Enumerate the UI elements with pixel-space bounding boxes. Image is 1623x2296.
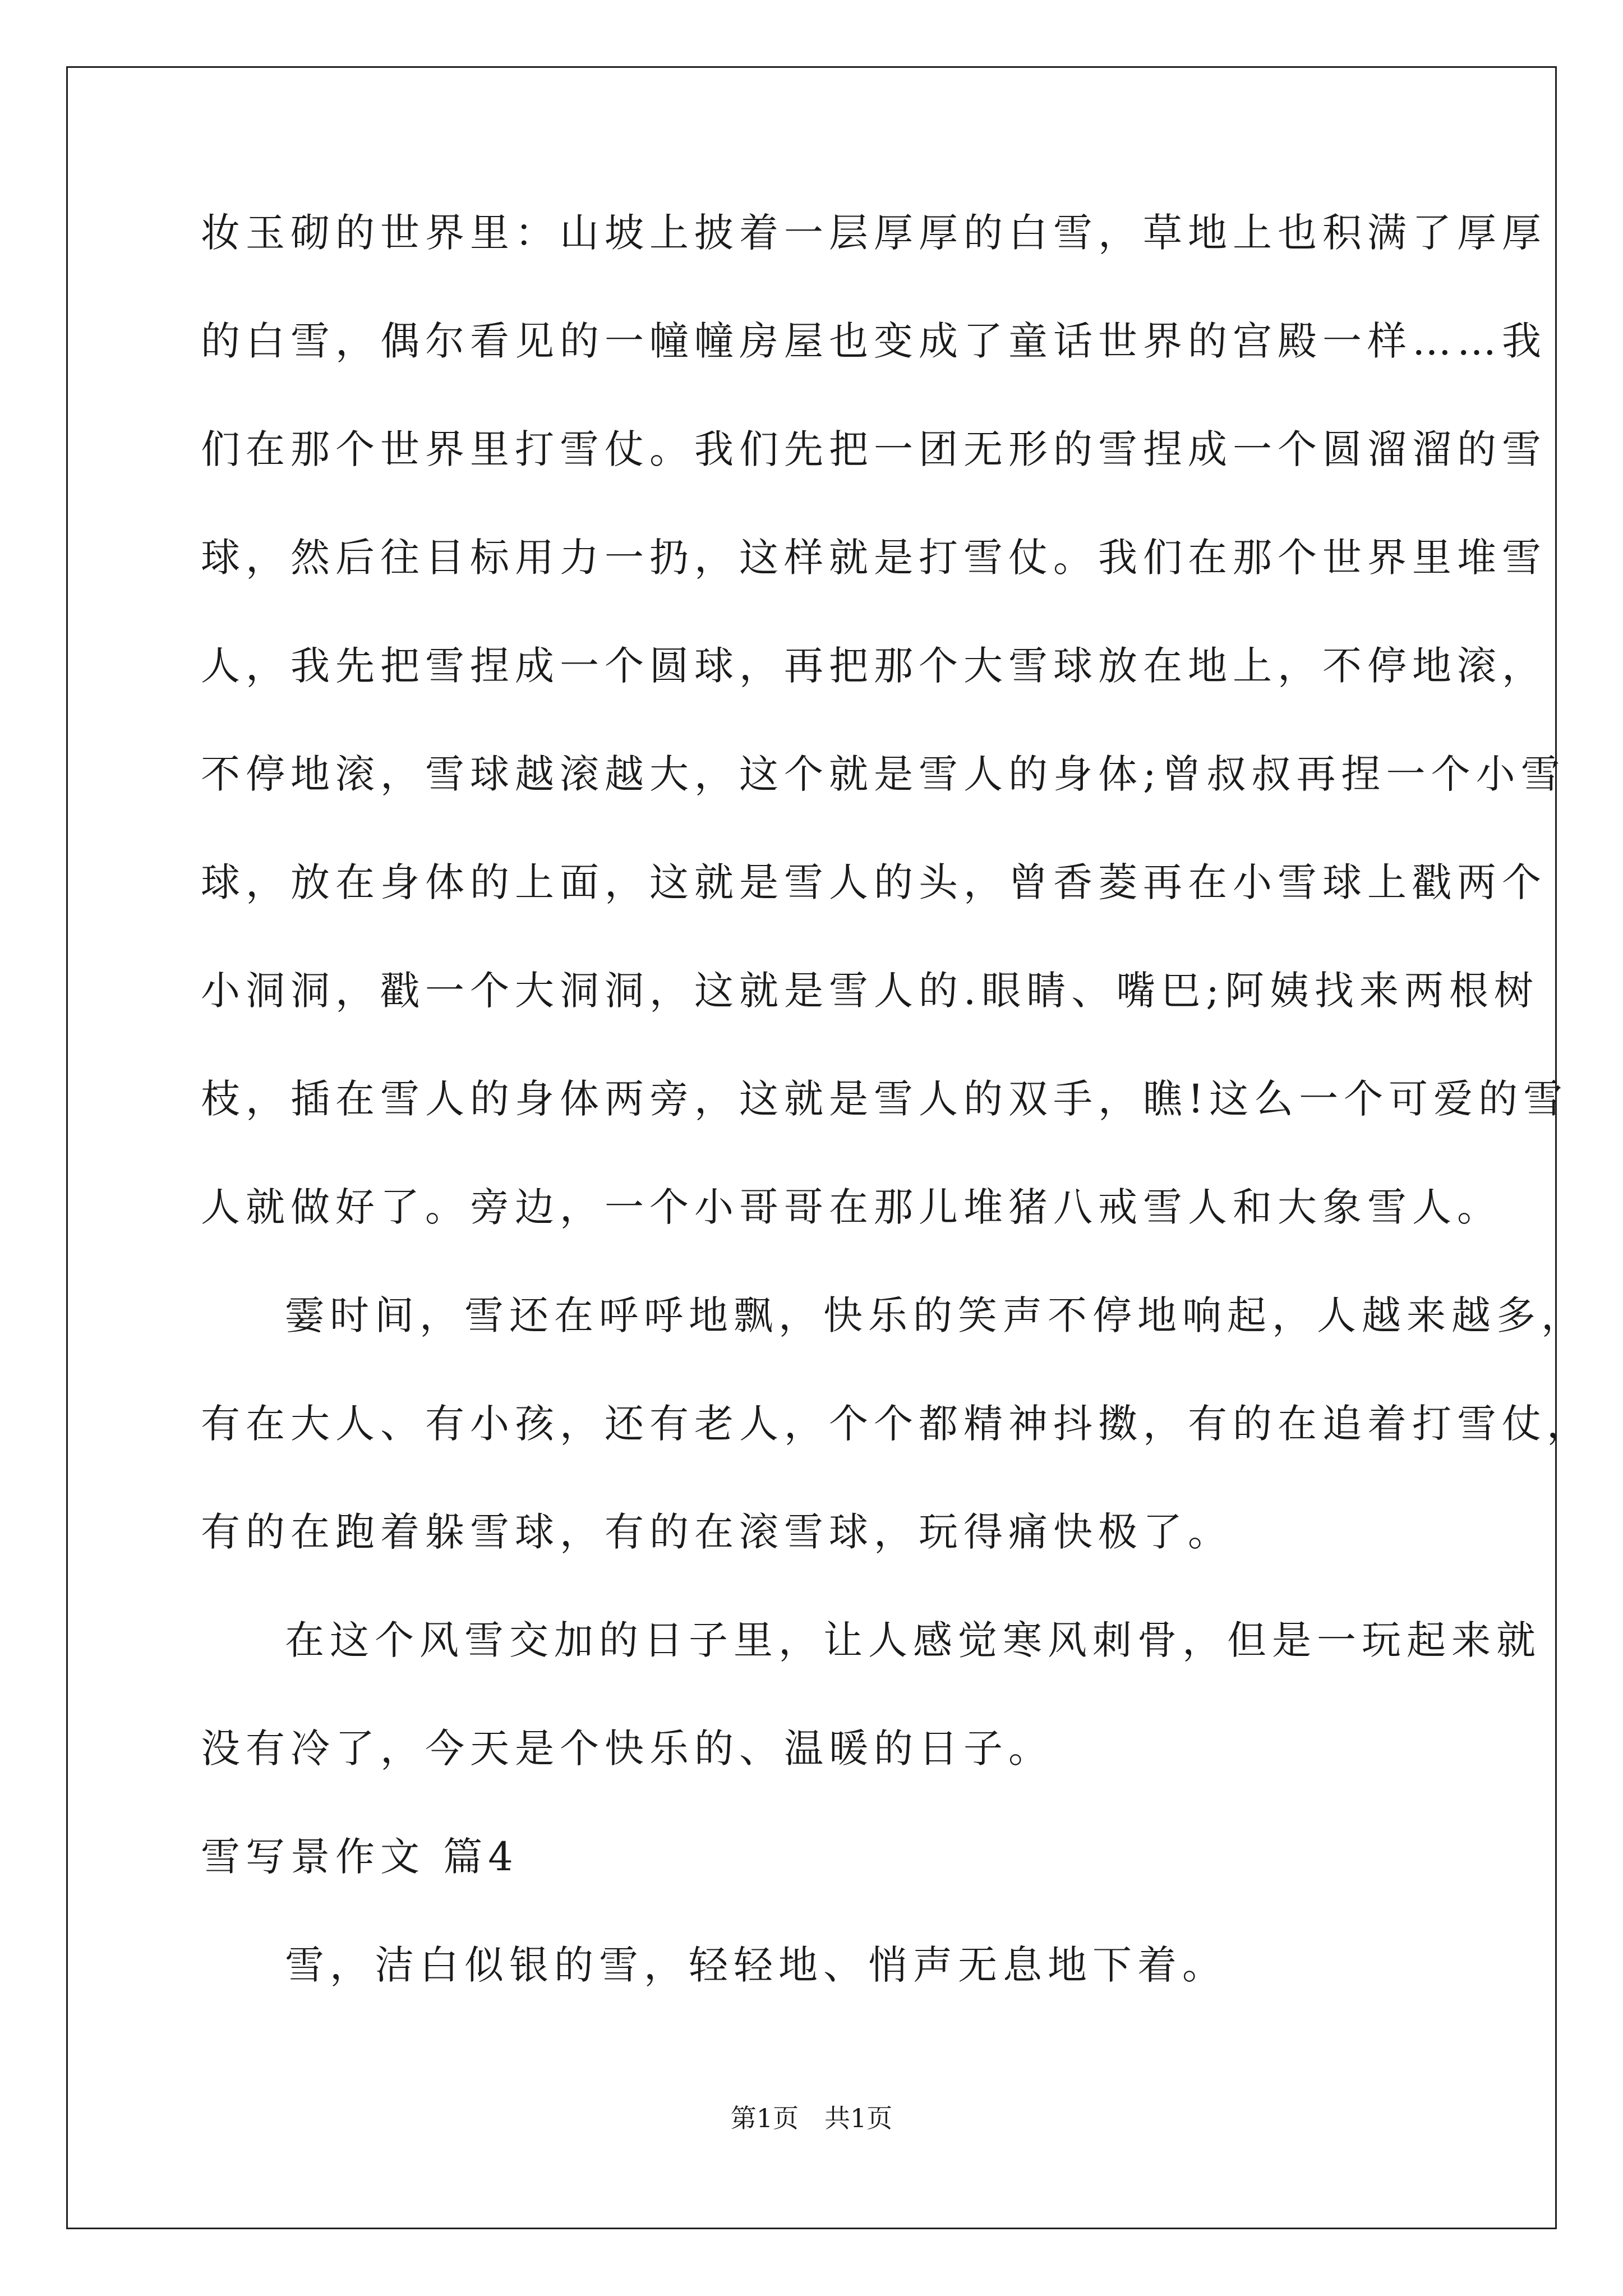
paragraph-line: 人就做好了。旁边，一个小哥哥在那儿堆猪八戒雪人和大象雪人。 [201,1184,1502,1230]
page-footer: 第1页 共1页 [730,2103,893,2133]
paragraph-line: 球，然后往目标用力一扔，这样就是打雪仗。我们在那个世界里堆雪 [201,535,1547,581]
paragraph-line: 妆玉砌的世界里：山坡上披着一层厚厚的白雪，草地上也积满了厚厚 [201,210,1547,256]
paragraph-line: 枝，插在雪人的身体两旁，这就是雪人的双手，瞧!这么一个可爱的雪 [201,1076,1569,1122]
paragraph-line: 们在那个世界里打雪仗。我们先把一团无形的雪捏成一个圆溜溜的雪 [201,426,1547,472]
paragraph-line: 有的在跑着躲雪球，有的在滚雪球，玩得痛快极了。 [201,1509,1233,1555]
paragraph-line: 人，我先把雪捏成一个圆球，再把那个大雪球放在地上，不停地滚， [201,643,1547,689]
paragraph-line: 不停地滚，雪球越滚越大，这个就是雪人的身体;曾叔叔再捏一个小雪 [201,751,1566,797]
paragraph-line: 有在大人、有小孩，还有老人，个个都精神抖擞，有的在追着打雪仗， [201,1401,1592,1447]
paragraph-line: 球，放在身体的上面，这就是雪人的头，曾香菱再在小雪球上戳两个 [201,859,1547,905]
paragraph-line: 没有冷了，今天是个快乐的、温暖的日子。 [201,1726,1053,1772]
paragraph-line: 小洞洞，戳一个大洞洞，这就是雪人的.眼睛、嘴巴;阿姨找来两根树 [201,968,1539,1014]
document-body [201,210,1592,2054]
paragraph-line: 在这个风雪交加的日子里，让人感觉寒风刺骨，但是一玩起来就 [285,1617,1541,1663]
paragraph-line: 的白雪，偶尔看见的一幢幢房屋也变成了童话世界的宫殿一样……我 [201,318,1547,364]
paragraph-line: 霎时间，雪还在呼呼地飘，快乐的笑声不停地响起，人越来越多， [285,1292,1586,1338]
section-heading: 雪写景作文 篇4 [201,1834,519,1880]
paragraph-line: 雪，洁白似银的雪，轻轻地、悄声无息地下着。 [285,1942,1227,1988]
